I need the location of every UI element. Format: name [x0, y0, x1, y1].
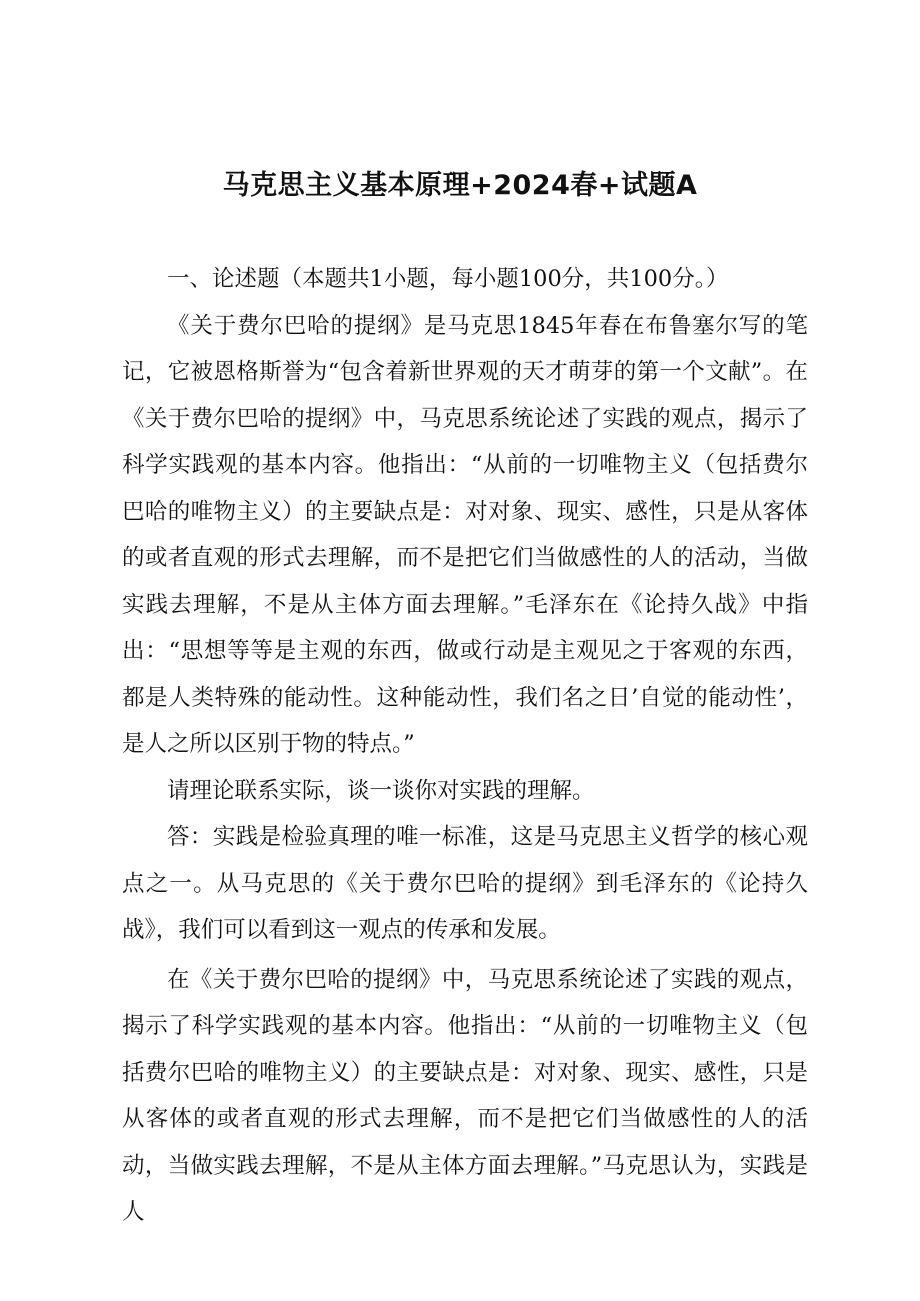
answer-paragraph: 答：实践是检验真理的唯一标准，这是马克思主义哲学的核心观点之一。从马克思的《关于费尔巴哈的提纲》到毛泽东的《论持久战》，我们可以看到这一观点的传承和发展。	[122, 824, 808, 943]
question-paragraph: 《关于费尔巴哈的提纲》是马克思1845年春在布鲁塞尔写的笔记，它被恩格斯誉为“包含着新世界观的天才萌芽的第一个文献”。在《关于费尔巴哈的提纲》中，马克思系统论述了实践的观点，揭示了科学实践观的基本内容。他指出：“从前的一切唯物主义（包括费尔巴哈的唯物主义）的主要缺点是：对对象、现实、感性，只是从客体的或者直观的形式去理解，而不是把它们当做感性的人的活动，当做实践去理解，不是从主体方面去理解。”毛泽东在《论持久战》中指出：“思想等等是主观的东西，做或行动是主观见之于客观的东西，都是人类特殊的能动性。这种能动性，我们名之日’自觉的能动性’，是人之所以区别于物的特点。”	[122, 312, 808, 757]
document-body	[122, 256, 808, 1236]
question-prompt: 请理论联系实际，谈一谈你对实践的理解。	[167, 777, 595, 804]
section-heading: 一、论述题（本题共1小题，每小题100分，共100分。）	[167, 266, 729, 292]
document-title: 马克思主义基本原理+2024春+试题A	[222, 170, 698, 201]
answer-paragraph: 在《关于费尔巴哈的提纲》中，马克思系统论述了实践的观点，揭示了科学实践观的基本内容。他指出：“从前的一切唯物主义（包括费尔巴哈的唯物主义）的主要缺点是：对对象、现实、感性，只是从客体的或者直观的形式去理解，而不是把它们当做感性的人的活动，当做实践去理解，不是从主体方面去理解。”马克思认为，实践是人	[122, 966, 808, 1225]
